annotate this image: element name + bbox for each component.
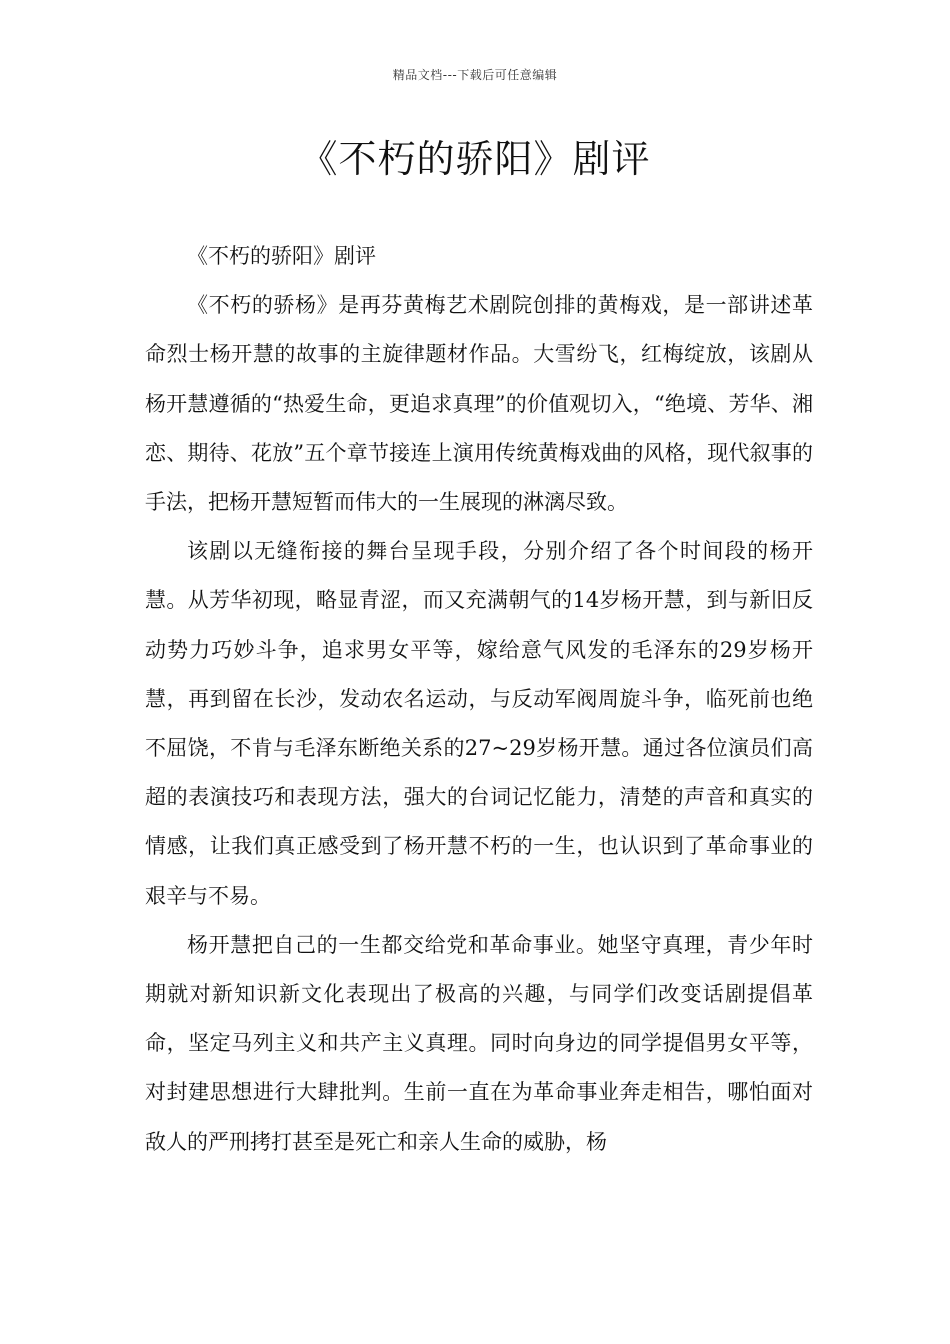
body-paragraph-2: 该剧以无缝衔接的舞台呈现手段，分别介绍了各个时间段的杨开慧。从芳华初现，略显青涩，而又充满朝气的14岁杨开慧，到与新旧反动势力巧妙斗争，追求男女平等，嫁给意气风发的毛泽东的29岁杨开慧，再到留在长沙，发动农名运动，与反动军阀周旋斗争，临死前也绝不屈饶，不肯与毛泽东断绝关系的27~29岁杨开慧。通过各位演员们高超的表演技巧和表现方法，强大的台词记忆能力，清楚的声音和真实的情感，让我们真正感受到了杨开慧不朽的一生，也认识到了革命事业的艰辛与不易。	[145, 539, 813, 908]
body-subtitle: 《不朽的骄阳》剧评	[187, 244, 376, 268]
document-body	[145, 232, 813, 1167]
running-header: 精品文档---下载后可任意编辑	[392, 68, 558, 82]
body-paragraph-1: 《不朽的骄杨》是再芬黄梅艺术剧院创排的黄梅戏，是一部讲述革命烈士杨开慧的故事的主旋律题材作品。大雪纷飞，红梅绽放，该剧从杨开慧遵循的“热爱生命，更追求真理”的价值观切入，“绝境、芳华、湘恋、期待、花放”五个章节接连上演用传统黄梅戏曲的风格，现代叙事的手法，把杨开慧短暂而伟大的一生展现的淋漓尽致。	[145, 293, 813, 515]
body-paragraph-3: 杨开慧把自己的一生都交给党和革命事业。她坚守真理，青少年时期就对新知识新文化表现出了极高的兴趣，与同学们改变话剧提倡革命，坚定马列主义和共产主义真理。同时向身边的同学提倡男女平等，对封建思想进行大肆批判。生前一直在为革命事业奔走相告，哪怕面对敌人的严刑拷打甚至是死亡和亲人生命的威胁，杨	[145, 932, 813, 1154]
document-title: 《不朽的骄阳》剧评	[299, 137, 651, 181]
